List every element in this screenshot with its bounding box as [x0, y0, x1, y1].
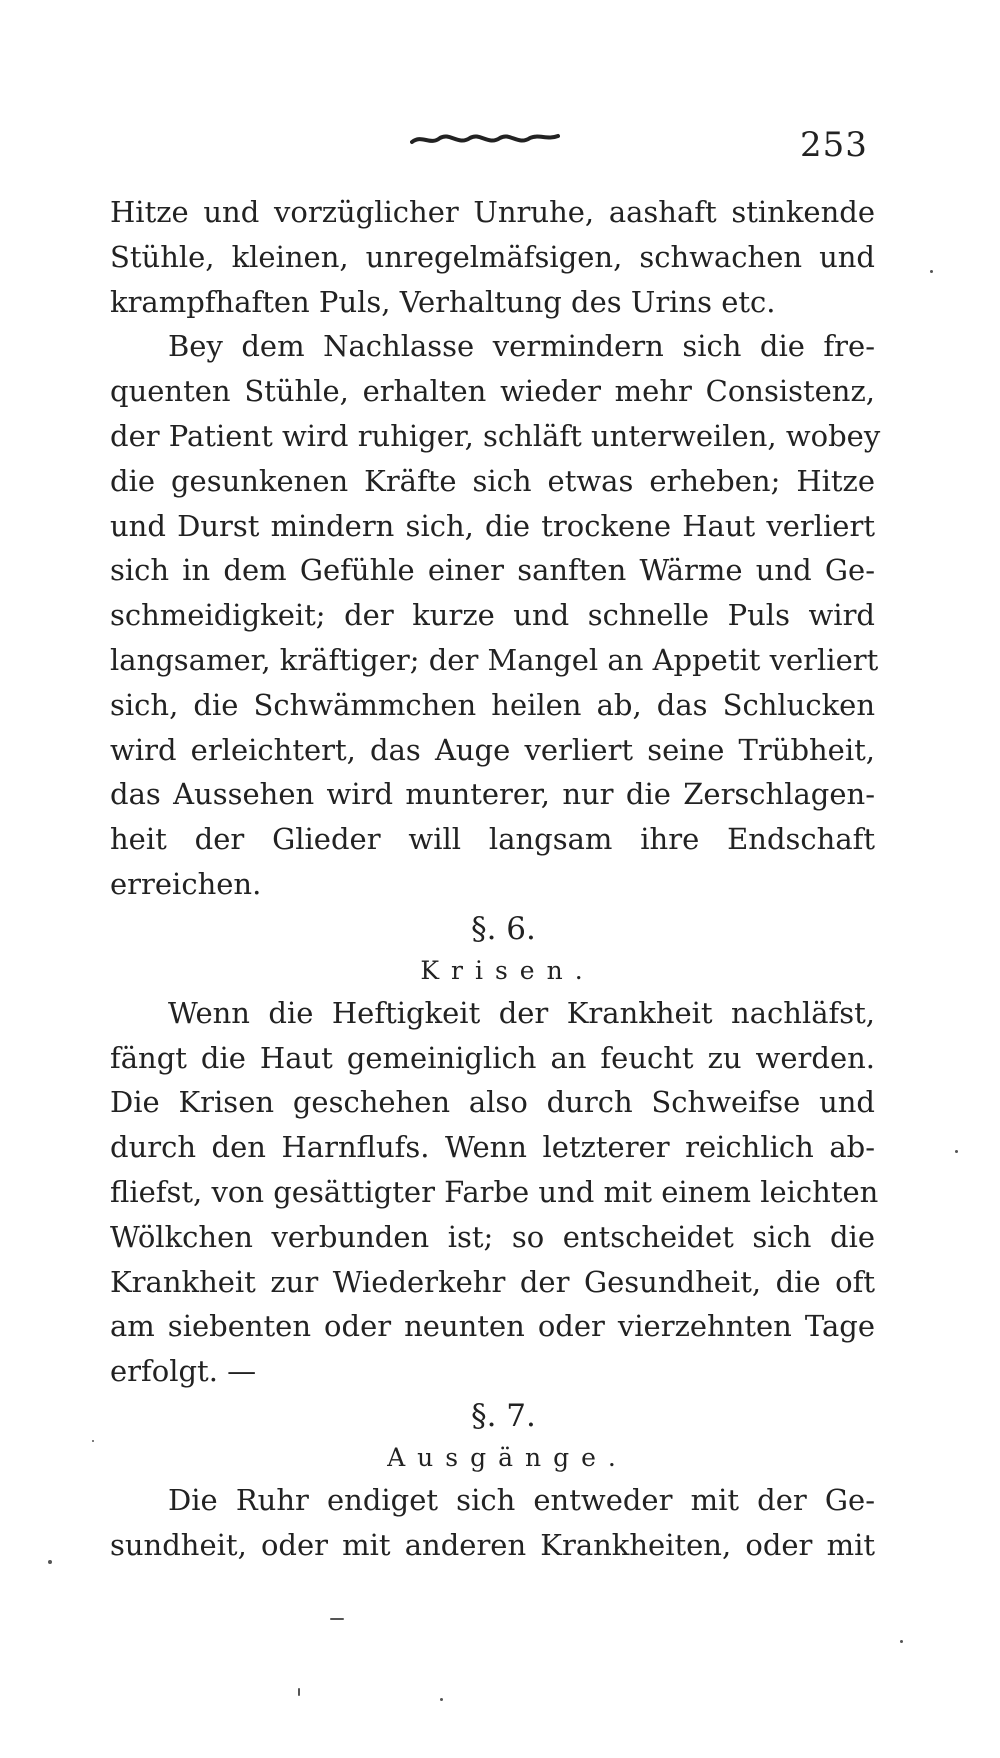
scan-speck — [440, 1698, 443, 1701]
scan-speck — [900, 1640, 903, 1643]
section-title: Krisen. — [420, 955, 595, 985]
text-line: sich in dem Gefühle einer sanften Wärme und Ge- — [110, 553, 875, 588]
paragraph — [110, 190, 875, 324]
text-line: langsamer, kräftiger; der Mangel an Appetit verliert — [110, 642, 879, 677]
scan-speck — [92, 1440, 94, 1442]
text-line: Krankheit zur Wiederkehr der Gesundheit, die oft — [110, 1264, 875, 1299]
text-line: erfolgt. — — [110, 1354, 257, 1389]
section-heading — [110, 1394, 875, 1478]
text-line: Stühle, kleinen, unregelmäfsigen, schwachen und — [110, 239, 875, 274]
paragraph — [110, 324, 881, 906]
scan-speck — [298, 1688, 300, 1696]
text-line: wird erleichtert, das Auge verliert seine Trübheit, — [110, 732, 875, 767]
paragraph — [110, 1478, 875, 1568]
text-line: Hitze und vorzüglicher Unruhe, aashaft stinkende — [110, 195, 875, 229]
text-line: krampfhaften Puls, Verhaltung des Urins etc. — [110, 284, 776, 319]
page-text — [110, 190, 881, 1568]
text-line: der Patient wird ruhiger, schläft unterweilen, wobey — [110, 418, 881, 453]
text-line: am siebenten oder neunten oder vierzehnten Tage — [110, 1309, 875, 1344]
section-title: Ausgänge. — [387, 1442, 628, 1472]
text-line: Wenn die Heftigkeit der Krankheit nachläfst, — [168, 995, 875, 1030]
scan-speck — [955, 1150, 958, 1153]
scan-speck — [330, 1618, 344, 1620]
text-line: quenten Stühle, erhalten wieder mehr Consistenz, — [110, 374, 875, 409]
page-number: 253 — [800, 125, 868, 165]
text-line: Die Krisen geschehen also durch Schweifse und — [110, 1085, 875, 1120]
paragraph — [110, 991, 879, 1394]
section-number: §. 6. — [471, 910, 536, 947]
text-line: das Aussehen wird munterer, nur die Zerschlagen- — [110, 777, 875, 812]
header-ornament-icon — [410, 128, 560, 150]
text-line: schmeidigkeit; der kurze und schnelle Puls wird — [110, 598, 875, 633]
text-line: Die Ruhr endiget sich entweder mit der Ge- — [168, 1482, 875, 1517]
text-line: erreichen. — [110, 866, 262, 901]
text-line: und Durst mindern sich, die trockene Haut verliert — [110, 508, 875, 543]
scan-speck — [930, 270, 933, 273]
text-line: heit der Glieder will langsam ihre Endschaft — [110, 822, 875, 857]
section-number: §. 7. — [471, 1397, 536, 1434]
text-line: fliefst, von gesättigter Farbe und mit einem leichten — [110, 1174, 879, 1209]
text-line: sich, die Schwämmchen heilen ab, das Schlucken — [110, 687, 875, 722]
text-line: sundheit, oder mit anderen Krankheiten, oder mit — [110, 1527, 875, 1562]
text-line: Bey dem Nachlasse vermindern sich die fre- — [168, 329, 875, 364]
scan-speck — [48, 1560, 52, 1564]
section-heading — [110, 907, 875, 991]
text-line: Wölkchen verbunden ist; so entscheidet sich die — [110, 1219, 875, 1254]
text-line: fängt die Haut gemeiniglich an feucht zu werden. — [110, 1040, 875, 1075]
text-line: die gesunkenen Kräfte sich etwas erheben; Hitze — [110, 463, 875, 498]
text-line: durch den Harnflufs. Wenn letzterer reichlich ab- — [110, 1130, 875, 1165]
